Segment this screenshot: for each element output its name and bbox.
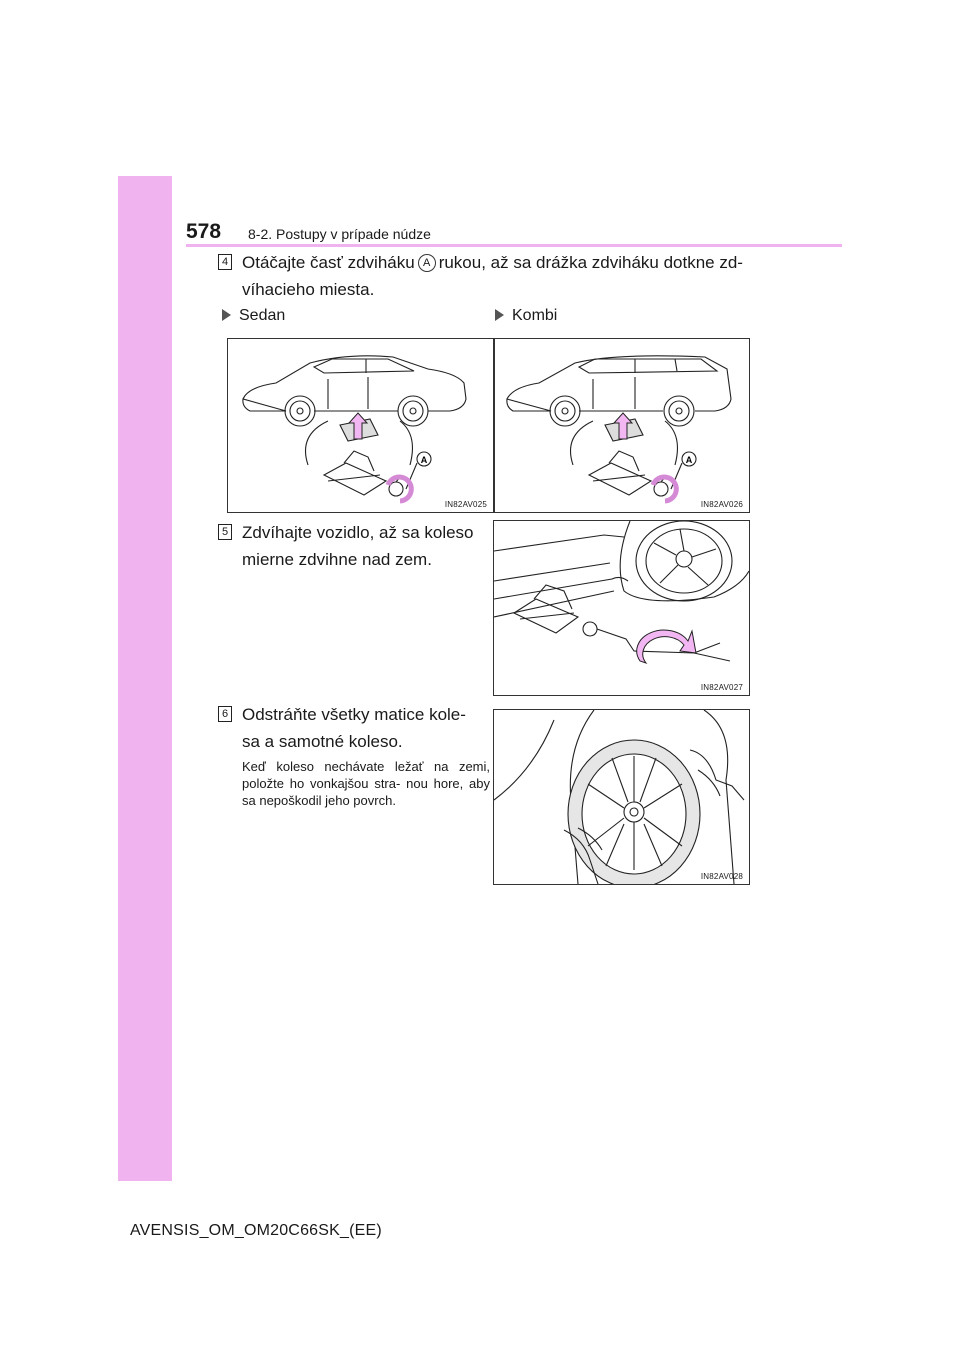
figure-code: IN82AV025 (444, 500, 487, 509)
step-4-text-a: Otáčajte časť zdviháku (242, 253, 415, 272)
step-4-text-b: rukou, až sa drážka zdviháku dotkne zd- (438, 253, 743, 272)
figure-sedan (227, 338, 494, 513)
variant-sedan-label: Sedan (239, 307, 286, 324)
kombi-jack-illustration (495, 339, 749, 512)
side-tab (118, 176, 172, 1181)
step-number-4: 4 (218, 254, 232, 270)
step-6-line-2: sa a samotné koleso. (242, 732, 403, 751)
step-4-text (242, 249, 762, 303)
lift-vehicle-illustration (494, 521, 749, 695)
step-6-text (242, 701, 490, 755)
callout-a-kombi: A (685, 455, 693, 465)
figure-code: IN82AV027 (700, 683, 743, 692)
sedan-jack-illustration (228, 339, 493, 512)
step-5-line-1: Zdvíhajte vozidlo, až sa koleso (242, 523, 474, 542)
figure-code: IN82AV028 (700, 872, 743, 881)
variant-sedan (222, 307, 285, 325)
callout-a-sedan: A (420, 455, 428, 465)
step-number-5: 5 (218, 524, 232, 540)
variant-kombi-label: Kombi (512, 307, 558, 324)
step-6-line-1: Odstráňte všetky matice kole- (242, 705, 466, 724)
step-5-text (242, 519, 490, 573)
figure-lift (493, 520, 750, 696)
section-title: 8-2. Postupy v prípade núdze (248, 226, 431, 242)
step-6-note: Keď koleso nechávate ležať na zemi, položte ho vonkajšou stra- nou hore, aby sa nepoškodil jeho povrch. (242, 759, 490, 808)
remove-wheel-illustration (494, 710, 749, 884)
figure-wheel (493, 709, 750, 885)
triangle-bullet-icon (495, 309, 504, 321)
header-rule (186, 244, 842, 247)
step-number-6: 6 (218, 706, 232, 722)
marker-a: A (418, 254, 436, 272)
step-5-line-2: mierne zdvihne nad zem. (242, 550, 432, 569)
triangle-bullet-icon (222, 309, 231, 321)
figure-code: IN82AV026 (700, 500, 743, 509)
document-code: AVENSIS_OM_OM20C66SK_(EE) (130, 1222, 382, 1239)
page-number: 578 (186, 220, 222, 243)
variant-kombi (495, 307, 557, 325)
step-4-text-c: víhacieho miesta. (242, 280, 375, 299)
figure-kombi (494, 338, 750, 513)
